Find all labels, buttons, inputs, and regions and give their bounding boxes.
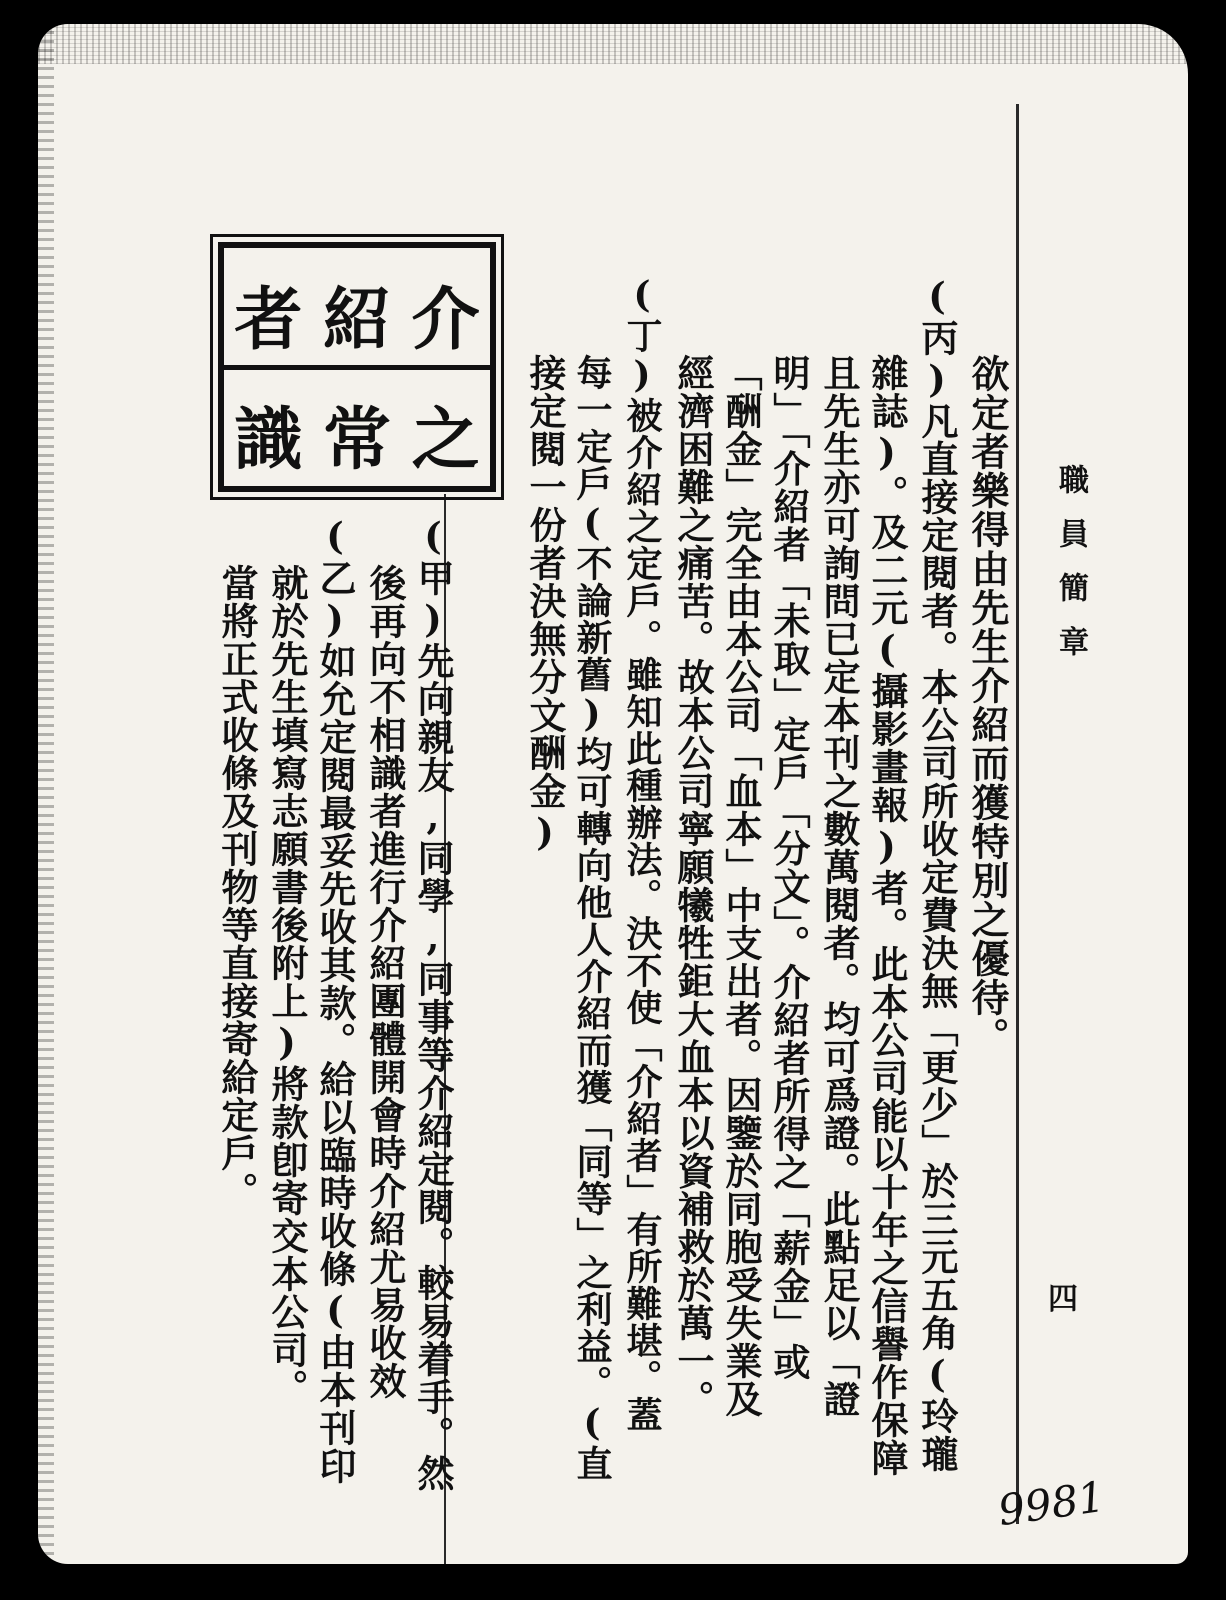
text-column-7: 經濟困難之痛苦。故本公司寧願犧牲鉅大血本以資補救於萬一。 bbox=[671, 354, 715, 1418]
title-char: 介 bbox=[411, 280, 480, 360]
text-column-4: 且先生亦可詢問已定本刊之數萬閱者。均可爲證。此點足以「證 bbox=[817, 354, 861, 1418]
scan-grain-left bbox=[38, 24, 54, 1564]
text-column-11: (甲)先向親友,同學,同事等介紹定閱。較易着手。然 bbox=[411, 514, 455, 1492]
right-rule bbox=[1016, 104, 1019, 1524]
text-column-15: 當將正式收條及刊物等直接寄給定戶。 bbox=[215, 564, 259, 1210]
text-column-3: 雜誌)。及二元(攝影畫報)者。此本公司能以十年之信譽作保障 bbox=[865, 354, 909, 1477]
text-column-6: 「酬金」完全由本公司「血本」中支出者。因鑒於同胞受失業及 bbox=[719, 354, 763, 1418]
text-column-2: (丙)凡直接定閱者。本公司所收定費決無「更少」於三元五角(玲瓏 bbox=[915, 274, 959, 1473]
page-number: 四 bbox=[1048, 1282, 1078, 1317]
running-title: 職員簡章 bbox=[1053, 464, 1088, 680]
document-page bbox=[38, 24, 1188, 1564]
handwritten-number: 9981 bbox=[995, 1471, 1108, 1536]
title-line-1 bbox=[224, 266, 490, 363]
text-column-1: 欲定者樂得由先生介紹而獲特別之優待。 bbox=[965, 354, 1010, 1056]
text-column-10: 接定閱一份者決無分文酬金) bbox=[523, 354, 567, 855]
text-column-13: (乙)如允定閱最妥先收其款。給以臨時收條(由本刊印 bbox=[313, 514, 357, 1485]
title-char: 識 bbox=[234, 400, 303, 480]
title-line-2 bbox=[224, 386, 490, 483]
text-column-8: (丁)被介紹之定戶。雖知此種辦法。決不使「介紹者」有所難堪。蓋 bbox=[621, 274, 663, 1433]
text-column-14: 就於先生填寫志願書後附上)將款卽寄交本公司。 bbox=[265, 564, 309, 1407]
title-box bbox=[218, 242, 496, 492]
title-char: 之 bbox=[411, 400, 480, 480]
text-column-5: 明」「介紹者「未取」定戶「分文」。介紹者所得之「薪金」或 bbox=[767, 354, 811, 1381]
title-char: 紹 bbox=[322, 280, 391, 360]
title-char: 常 bbox=[322, 400, 391, 480]
scan-grain-top bbox=[38, 24, 1188, 64]
text-column-9: 每一定戶(不論新舊)均可轉向他人介紹而獲「同等」之利益。(直 bbox=[571, 354, 613, 1482]
title-divider bbox=[224, 365, 490, 370]
text-column-12: 後再向不相識者進行介紹團體開會時介紹尤易收效 bbox=[363, 564, 407, 1400]
title-char: 者 bbox=[234, 280, 303, 360]
